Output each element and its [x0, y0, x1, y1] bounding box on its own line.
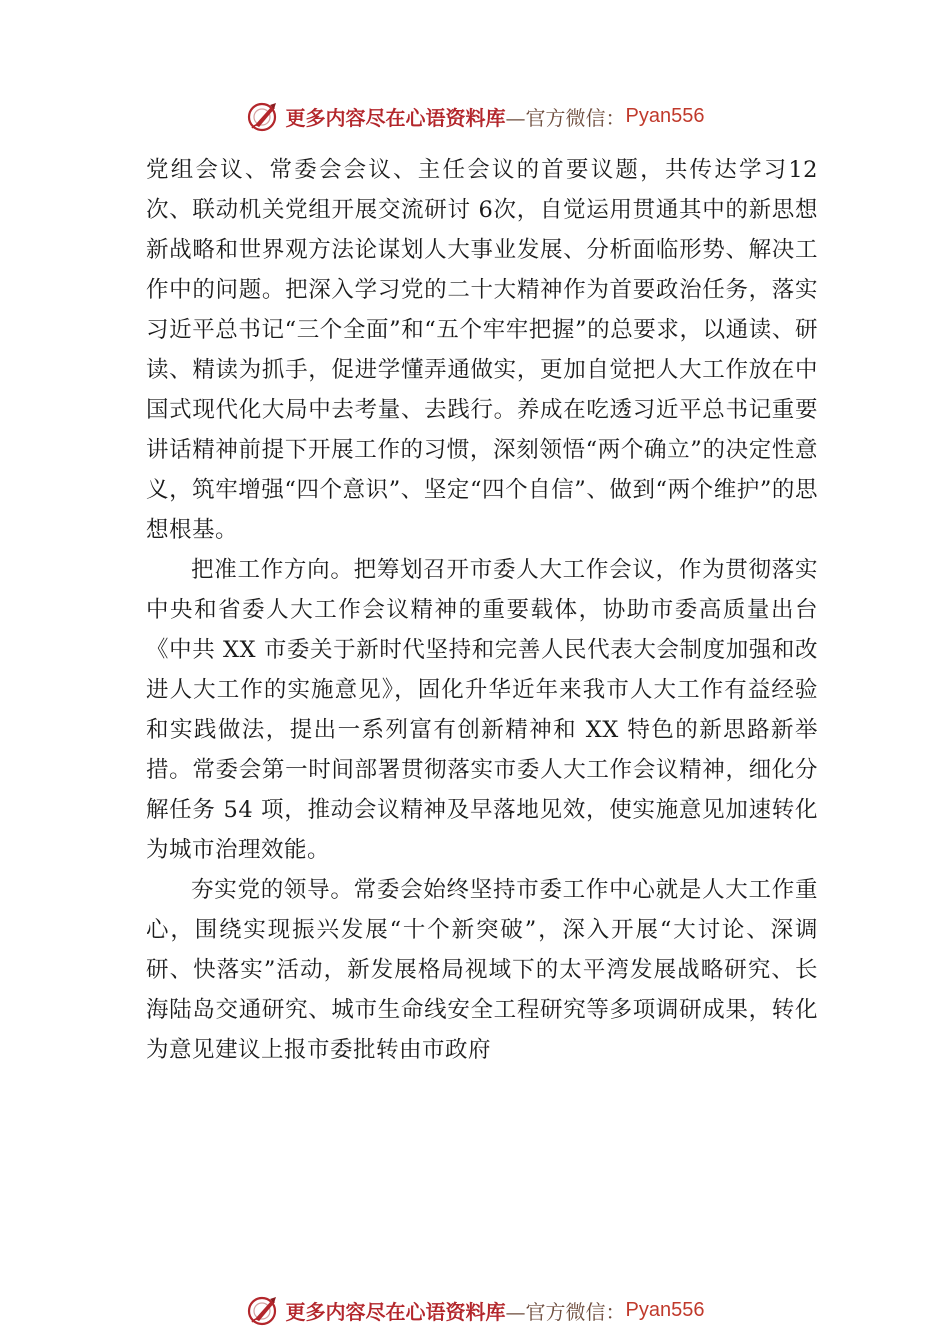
page-header	[0, 96, 950, 136]
paragraph-continued: 党组会议、常委会会议、主任会议的首要议题，共传达学习12次、联动机关党组开展交流研讨 6次，自觉运用贯通其中的新思想新战略和世界观方法论谋划人大事业发展、分析面临形势、解决工作中的问题。把深入学习党的二十大精神作为首要政治任务，落实习近平总书记“三个全面”和“五个牢牢把握”的总要求，以通读、研读、精读为抓手，促进学懂弄通做实，更加自觉把人大工作放在中国式现代化大局中去考量、去践行。养成在吃透习近平总书记重要讲话精神前提下开展工作的习惯，深刻领悟“两个确立”的决定性意义，筑牢增强“四个意识”、坚定“四个自信”、做到“两个维护”的思想根基。	[146, 157, 818, 543]
page-footer	[0, 1290, 950, 1330]
header-brand-text: 更多内容尽在心语资料库	[285, 105, 506, 130]
paragraph-party-leadership: 夯实党的领导。常委会始终坚持市委工作中心就是人大工作重心，围绕实现振兴发展“十个新突破”，深入开展“大讨论、深调研、快落实”活动，新发展格局视域下的太平湾发展战略研究、长海陆岛交通研究、城市生命线安全工程研究等多项调研成果，转化为意见建议上报市委批转由市政府	[146, 877, 818, 1063]
footer-contact-id: Pyan556	[625, 1298, 705, 1321]
header-slogan-text: —官方微信：	[505, 105, 626, 130]
document-body	[146, 150, 818, 1070]
paragraph-work-direction: 把准工作方向。把筹划召开市委人大工作会议，作为贯彻落实中央和省委人大工作会议精神的重要载体，协助市委高质量出台《中共 XX 市委关于新时代坚持和完善人民代表大会制度加强和改进人大工作的实施意见》，固化升华近年来我市人大工作有益经验和实践做法，提出一系列富有创新精神和 XX 特色的新思路新举措。常委会第一时间部署贯彻落实市委人大工作会议精神，细化分解任务 54 项，推动会议精神及早落地见效，使实施意见加速转化为城市治理效能。	[146, 557, 818, 863]
brand-logo-icon	[246, 99, 280, 133]
footer-brand-text: 更多内容尽在心语资料库	[285, 1299, 506, 1324]
brand-logo-icon	[246, 1293, 280, 1327]
footer-slogan-text: —官方微信：	[505, 1299, 626, 1324]
header-contact-id: Pyan556	[625, 104, 705, 127]
